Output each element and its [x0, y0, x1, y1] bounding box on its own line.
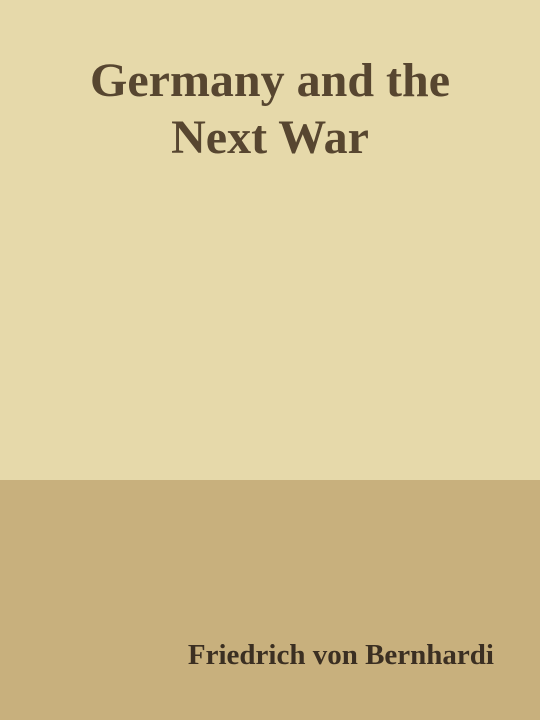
- book-title-line-2: Next War: [171, 111, 369, 164]
- cover-bottom-panel: [0, 480, 540, 720]
- book-author: Friedrich von Bernhardi: [187, 639, 494, 671]
- book-title: [20, 52, 520, 166]
- book-title-line-1: Germany and the: [90, 54, 450, 107]
